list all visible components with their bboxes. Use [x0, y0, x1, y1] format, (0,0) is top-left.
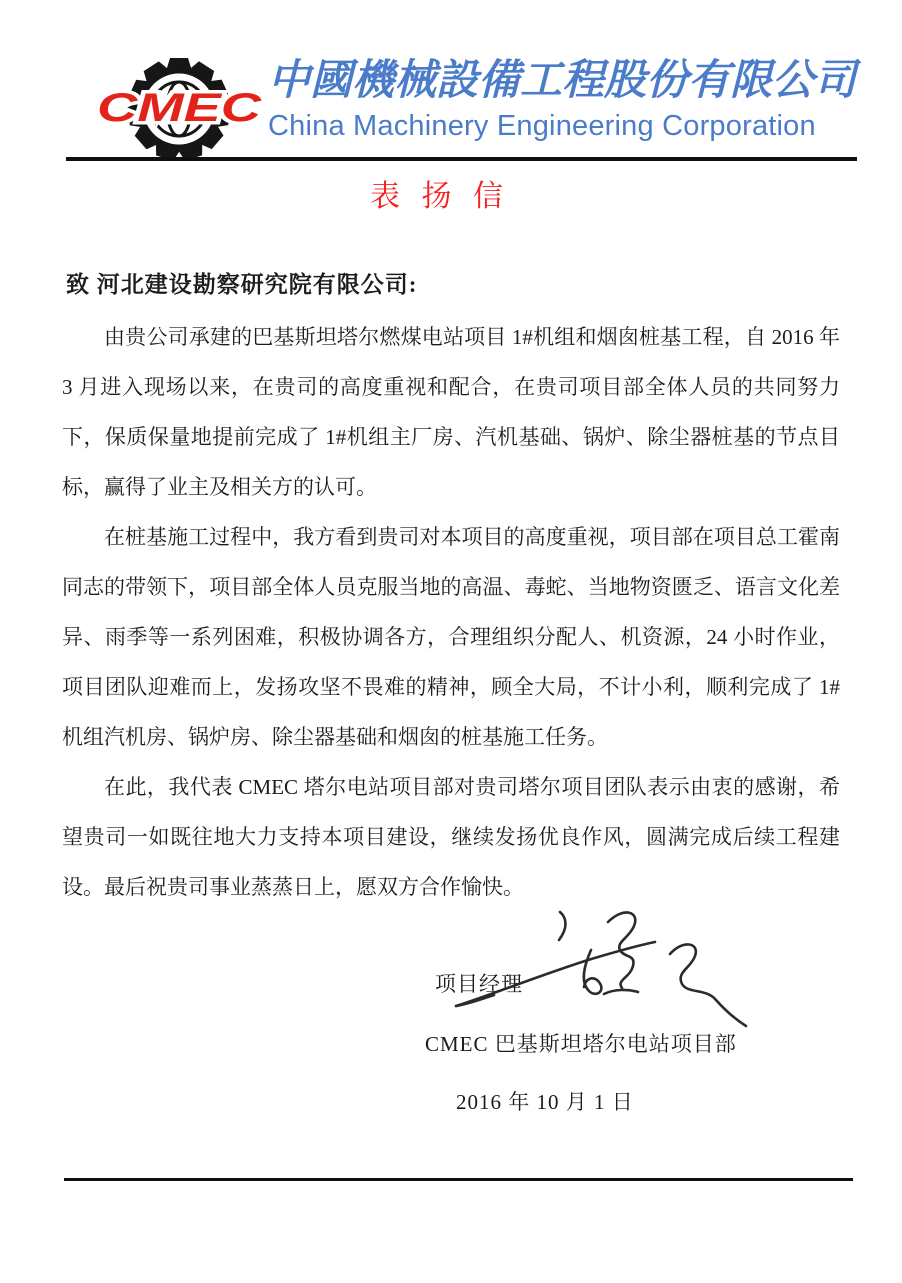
letter-title: 表 扬 信	[370, 180, 510, 213]
company-name-chinese: 中國機械設備工程股份有限公司	[268, 58, 857, 104]
letterhead	[93, 54, 857, 162]
footer-line	[64, 1178, 853, 1181]
brand-names	[268, 54, 858, 144]
letter-date: 2016 年 10 月 1 日	[456, 1090, 634, 1114]
paragraph-1: 由贵公司承建的巴基斯坦塔尔燃煤电站项目 1#机组和烟囱桩基工程，自 2016 年 3 月进入现场以来，在贵司的高度重视和配合，在贵司项目部全体人员的共同努力下，保质保量地提前完成了 1#机组主厂房、汽机基础、锅炉、除尘器桩基的节点目标，赢得了业主及相关方的认可。	[62, 325, 840, 499]
handwritten-signature	[448, 892, 750, 1034]
salutation-line: 致 河北建设勘察研究院有限公司:	[66, 272, 418, 297]
paragraph-3: 在此，我代表 CMEC 塔尔电站项目部对贵司塔尔项目团队表示由衷的感谢，希望贵司一如既往地大力支持本项目建设，继续发扬优良作风，圆满完成后续工程建设。最后祝贵司事业蒸蒸日上，愿双方合作愉快。	[62, 775, 840, 899]
paragraph-2: 在桩基施工过程中，我方看到贵司对本项目的高度重视，项目部在项目总工霍南同志的带领下，项目部全体人员克服当地的高温、毒蛇、当地物资匮乏、语言文化差异、雨季等一系列困难，积极协调各方，合理组织分配人、机资源，24 小时作业，项目团队迎难而上，发扬攻坚不畏难的精神，顾全大局，不计小利，顺利完成了 1#机组汽机房、锅炉房、除尘器基础和烟囱的桩基施工任务。	[62, 525, 840, 749]
letter-body	[62, 312, 840, 912]
signer-organization: CMEC 巴基斯坦塔尔电站项目部	[425, 1032, 737, 1056]
cmec-wordmark: CMEC	[97, 86, 263, 130]
signer-role-label: 项目经理	[435, 972, 523, 996]
company-name-english: China Machinery Engineering Corporation	[268, 110, 816, 142]
letterhead-divider-line	[66, 157, 857, 161]
cmec-gear-logo	[93, 56, 265, 162]
